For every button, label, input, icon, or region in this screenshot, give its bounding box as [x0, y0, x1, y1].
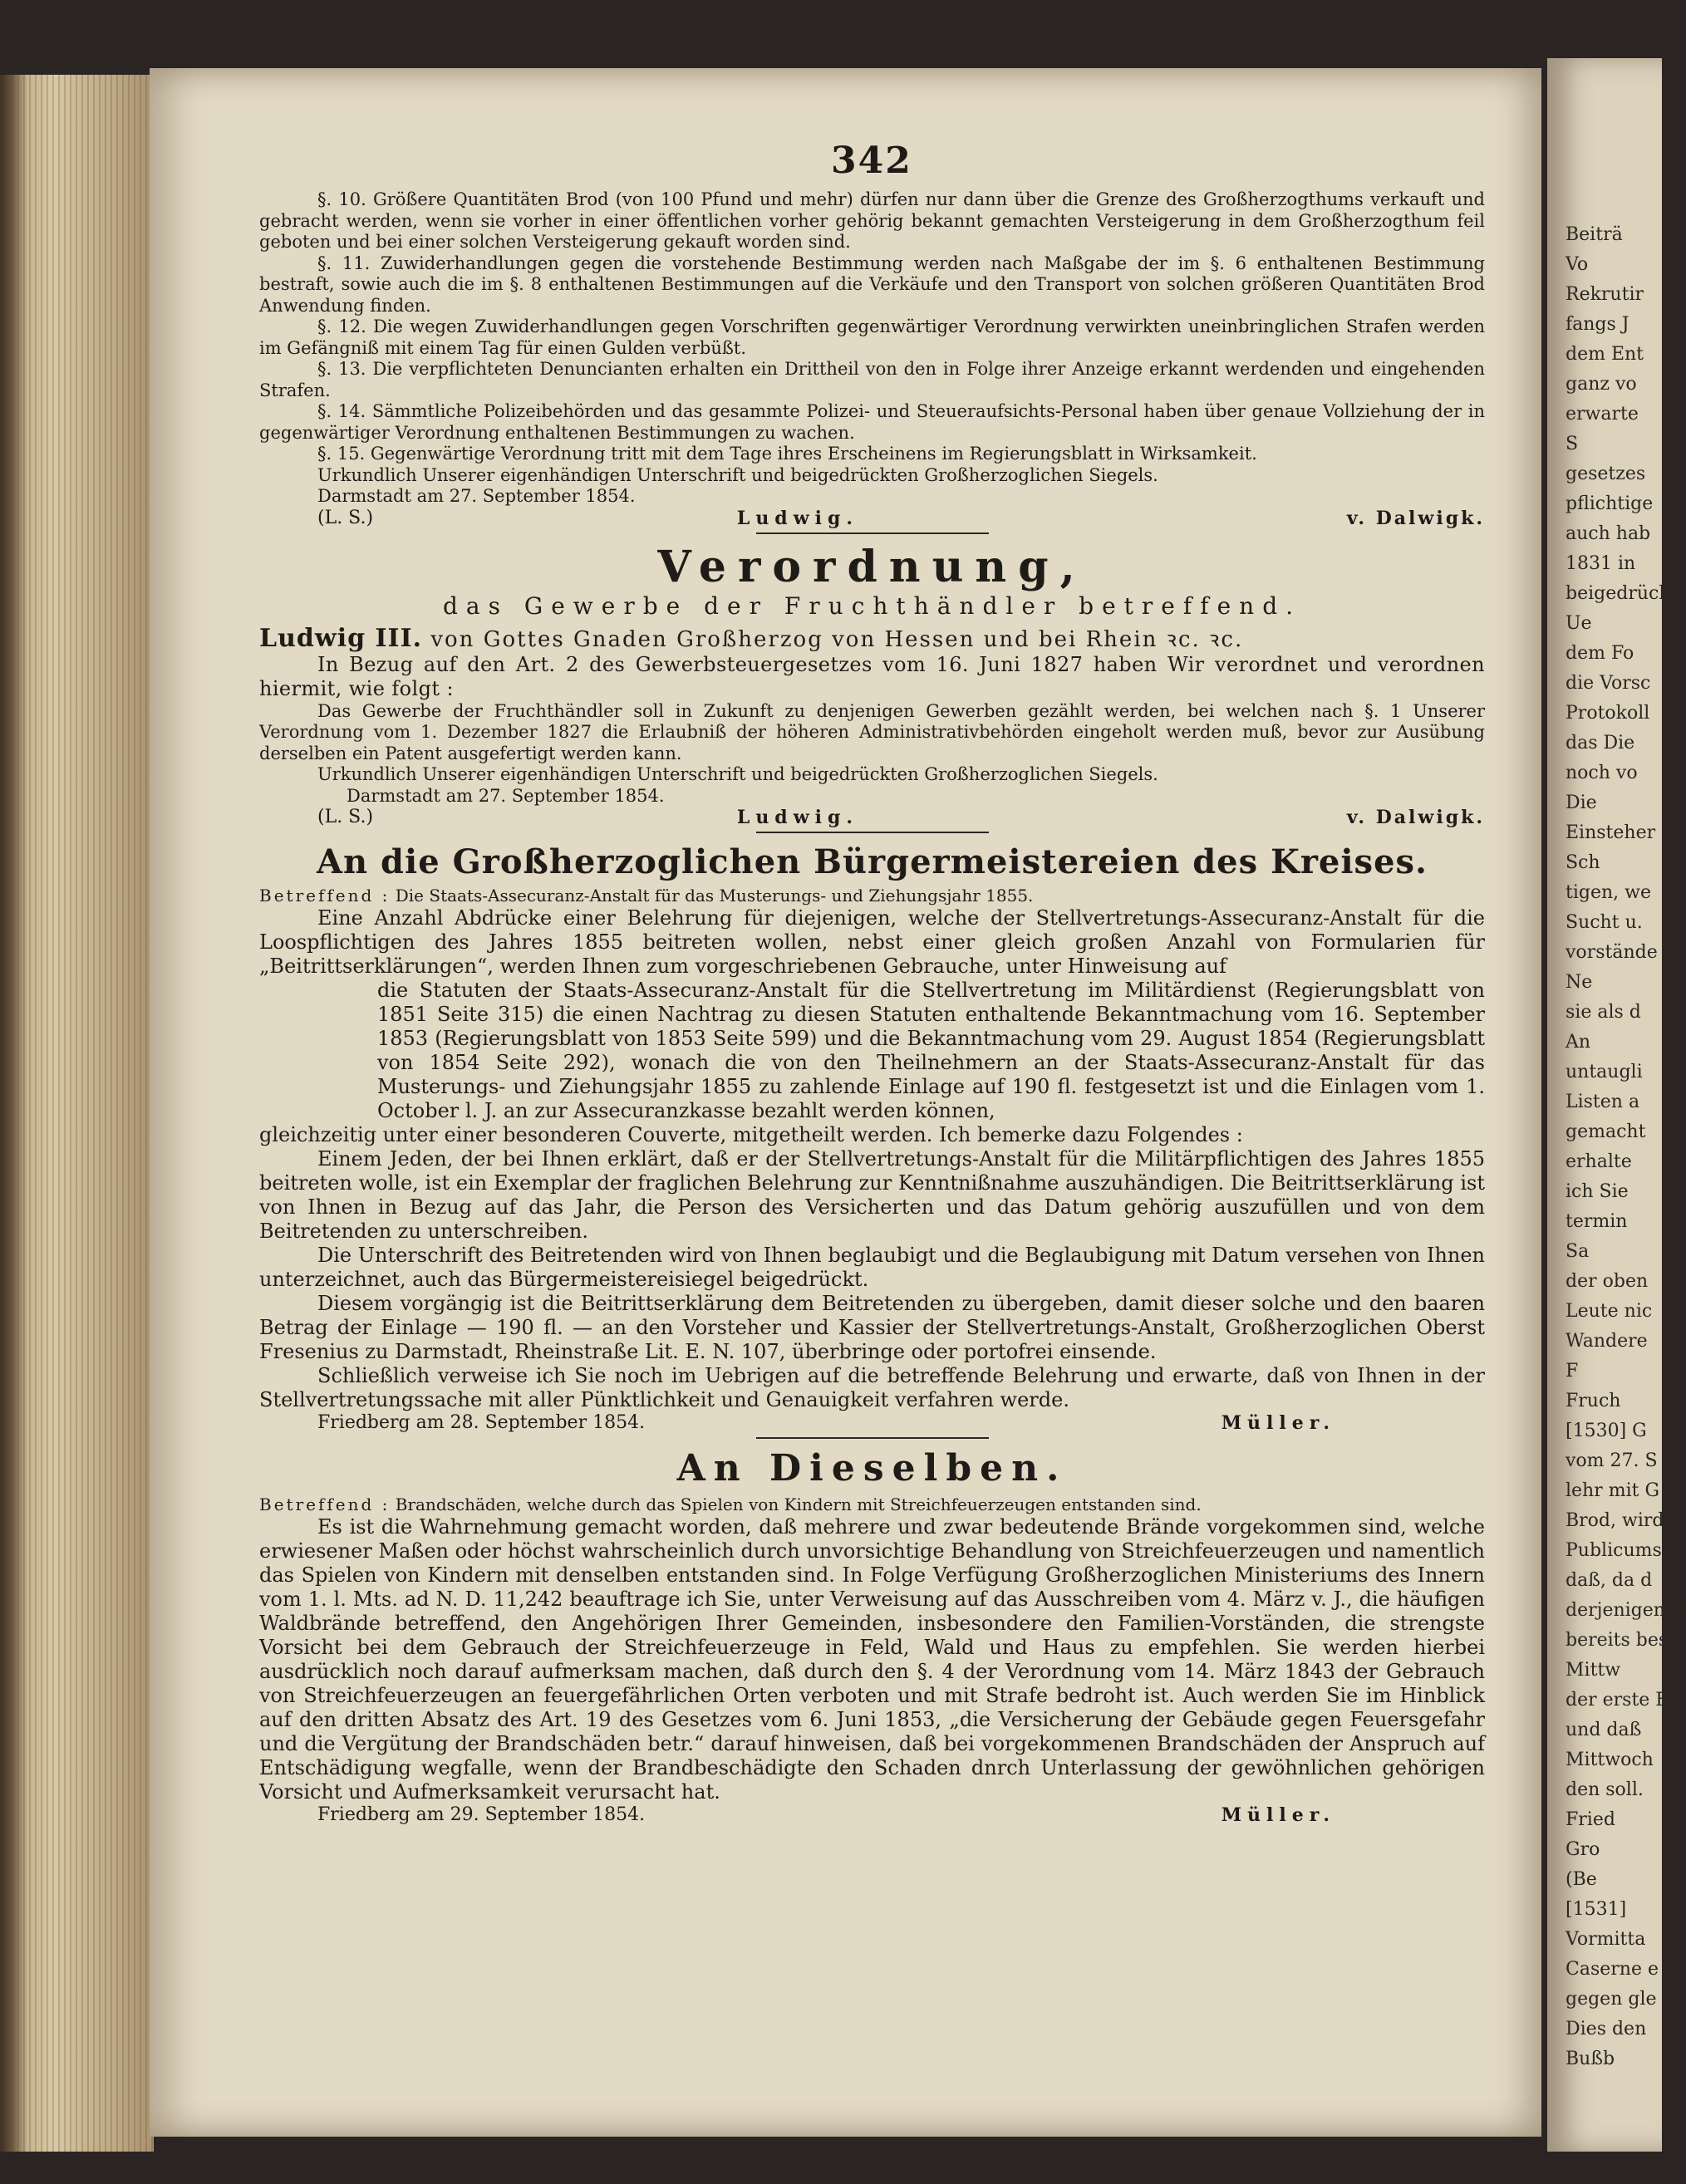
paragraph-3: Die Unterschrift des Beitretenden wird von Ihnen beglaubigt und die Beglaubigung mit Datum versehen von Ihnen unterzeichnet, auch das Bürgermeistereisiegel beigedrückt.: [259, 1244, 1485, 1291]
signature-row-2: [259, 807, 1485, 828]
signature-row-1: [259, 508, 1485, 529]
facing-page-text: dem Fo: [1566, 643, 1634, 664]
date-line-2: Darmstadt am 27. September 1854.: [347, 785, 665, 806]
section-title-buergermeistereien: An die Großherzoglichen Bürgermeistereien des Kreises.: [317, 842, 1428, 881]
facing-page-text: Protokoll: [1566, 703, 1650, 724]
divider-rule: [756, 832, 989, 833]
facing-page-text: pflichtige: [1566, 493, 1654, 514]
facing-page-text: Vo: [1566, 254, 1589, 275]
facing-page-text: Wandere: [1566, 1331, 1648, 1352]
facing-page-text: Rekrutir: [1566, 284, 1644, 305]
signature-row-4: [259, 1804, 1485, 1826]
facing-page-text: lehr mit G: [1566, 1480, 1660, 1501]
subject-label: Betreffend :: [259, 886, 391, 906]
facing-page-text: daß, da d: [1566, 1570, 1653, 1591]
paragraph-2: Einem Jeden, der bei Ihnen erklärt, daß er der Stellvertretungs-Anstalt für die Militärpflichtigen des Jahres 1855 beitreten wolle, ist ein Exemplar der fraglichen Belehrung zur Kenntnißnahme auszuhändigen. Die Beitrittserklärung ist von Ihnen in Bezug auf das Jahr, die Person des Versicherten und das Datum gehörig auszufüllen und von dem Beitretenden zu unterschreiben.: [259, 1147, 1485, 1243]
facing-page-text: Caserne e: [1566, 1959, 1659, 1980]
facing-page-text: [1530] G: [1566, 1421, 1647, 1441]
sovereign-line: [259, 623, 1485, 653]
ordinance-section-paragraph: §. 10. Größere Quantitäten Brod (von 100 Pfund und mehr) dürfen nur dann über die Grenze des Großherzogthums verkauft und gebracht werden, wenn sie vorher in einer öffentlichen vorher gehörig bekannt gemachten Versteigerung in dem Großherzogthum feil geboten und bei einer solchen Versteigerung gekauft worden sind.: [259, 189, 1485, 252]
ordinance-body: Das Gewerbe der Fruchthändler soll in Zukunft zu denjenigen Gewerben gezählt werden, bei welchen nach §. 1 Unserer Verordnung vom 1. Dezember 1827 die Erlaubniß der höheren Administrativbehörden eingeholt werden muß, bevor zur Ausübung derselben ein Patent ausgefertigt werden kann.: [259, 700, 1485, 763]
facing-page-text: Bußb: [1566, 2049, 1615, 2069]
facing-page-text: Gro: [1566, 1839, 1600, 1860]
section-title-verordnung: Verordnung,: [657, 541, 1087, 592]
facing-page-text: Fried: [1566, 1809, 1615, 1830]
facing-page-text: Ne: [1566, 972, 1593, 993]
signer-ludwig: Ludwig.: [736, 807, 859, 828]
facing-page-text: ganz vo: [1566, 374, 1637, 395]
sovereign-title: von Gottes Gnaden Großherzog von Hessen und bei Rhein ꝛc. ꝛc.: [430, 626, 1244, 652]
facing-page-text: vom 27. S: [1566, 1450, 1658, 1471]
facing-page-text: auch hab: [1566, 523, 1651, 544]
facing-page-text: [1531]: [1566, 1899, 1627, 1920]
facing-page-text: Einsteher: [1566, 822, 1656, 843]
facing-page-text: F: [1566, 1361, 1579, 1382]
page-content: [259, 189, 1485, 1826]
facing-page-text: Dies den: [1566, 2019, 1647, 2039]
subject-line-brandschaeden: [259, 1494, 1485, 1515]
facing-page-text: Leute nic: [1566, 1301, 1653, 1322]
signer-ludwig: Ludwig.: [736, 507, 859, 529]
facing-page-text: der erste F: [1566, 1690, 1669, 1710]
facing-page-text: Die: [1566, 793, 1597, 813]
ordinance-section-paragraph: §. 12. Die wegen Zuwiderhandlungen gegen Vorschriften gegenwärtiger Verordnung verwirkten uneinbringlichen Strafen werden im Gefängniß mit einem Tag für einen Gulden verbüßt.: [259, 317, 1485, 358]
book-page-edges: [0, 75, 154, 2152]
paragraph-1-citation-block: die Statuten der Staats-Assecuranz-Anstalt für die Stellvertretung im Militärdienst (Regierungsblatt von 1851 Seite 315) die einen Nachtrag zu diesen Statuten enthaltende Bekanntmachung vom 16. September 1853 (Regierungsblatt von 1853 Seite 599) und die Bekanntmachung vom 29. August 1854 (Regierungsblatt von 1854 Seite 292), wonach die von den Theilnehmern an der Staats-Assecuranz-Anstalt für das Musterungs- und Ziehungsjahr 1855 zu zahlende Einlage auf 190 fl. festgesetzt ist und die Einlagen vom 1. October l. J. an zur Assecuranzkasse bezahlt werden können,: [377, 979, 1485, 1122]
paragraph-1: Eine Anzahl Abdrücke einer Belehrung für diejenigen, welche der Stellvertretungs-Assecuranz-Anstalt für die Loospflichtigen des Jahres 1855 beitreten wollen, nebst einer gleich großen Anzahl von Formularien für „Beitrittserklärungen“, werden Ihnen zum vorgeschriebenen Gebrauche, unter Hinweisung auf: [259, 906, 1485, 978]
facing-page-text: gemacht: [1566, 1121, 1646, 1142]
subject-label: Betreffend :: [259, 1494, 391, 1514]
sovereign-name: Ludwig III.: [259, 623, 423, 653]
facing-page-text: erhalte: [1566, 1151, 1632, 1172]
countersign-dalwigk: v. Dalwigk.: [1346, 807, 1485, 828]
facing-page-text: Listen a: [1566, 1092, 1640, 1112]
facing-page-text: termin: [1566, 1211, 1628, 1232]
ordinance-section-paragraph: §. 13. Die verpflichteten Denuncianten erhalten ein Drittheil von den in Folge ihrer Anzeige erkannt werdenden und eingehenden Strafen.: [259, 359, 1485, 400]
ordinance-intro: In Bezug auf den Art. 2 des Gewerbsteuergesetzes vom 16. Juni 1827 haben Wir verordnet und verordnen hiermit, wie folgt :: [259, 652, 1485, 700]
ordinance-section-paragraph: §. 14. Sämmtliche Polizeibehörden und das gesammte Polizei- und Steueraufsichts-Personal haben über genaue Vollziehung der in gegenwärtiger Verordnung enthaltenen Bestimmungen zu wachen.: [259, 401, 1485, 443]
section-subtitle-fruchthaendler: das Gewerbe der Fruchthändler betreffend.: [442, 591, 1302, 620]
section-title-an-dieselben: An Dieselben.: [676, 1447, 1068, 1490]
place-date: Friedberg am 28. September 1854.: [317, 1412, 646, 1433]
facing-page-text: Mittw: [1566, 1660, 1621, 1681]
facing-page-text: den soll.: [1566, 1779, 1644, 1800]
facing-page-text: Mittwoch: [1566, 1750, 1654, 1770]
divider-rule: [756, 1437, 989, 1439]
divider-rule: [756, 533, 989, 534]
paragraph-4: Diesem vorgängig ist die Beitrittserklärung dem Beitretenden zu übergeben, damit dieser solche und den baaren Betrag der Einlage — 190 fl. — an den Vorsteher und Kassier der Stellvertretungs-Anstalt, Großherzoglichen Oberst Fresenius zu Darmstadt, Rheinstraße Lit. E. N. 107, überbringe oder portofrei einsende.: [259, 1292, 1485, 1363]
ordinance-section-paragraph: §. 11. Zuwiderhandlungen gegen die vorstehende Bestimmung werden nach Maßgabe der im §. 6 enthaltenen Bestimmung bestraft, sowie auch die im §. 8 enthaltenen Bestimmungen auf die Verkäufe und den Transport von solchen größeren Quantitäten Brod Anwendung finden.: [259, 253, 1485, 316]
facing-page-text: Brod, wird: [1566, 1510, 1664, 1531]
countersign-dalwigk: v. Dalwigk.: [1346, 507, 1485, 529]
facing-page-text: sie als d: [1566, 1002, 1641, 1023]
urkund-line-2: Urkundlich Unserer eigenhändigen Unterschrift und beigedrückten Großherzoglichen Siegels.: [317, 764, 1158, 784]
ordinance-paragraphs-top: [259, 189, 1485, 465]
facing-page-text: S: [1566, 434, 1579, 454]
facing-page-text: bereits bes: [1566, 1630, 1669, 1651]
seal-mark: (L. S.): [317, 507, 374, 528]
facing-page-text: derjenigen D: [1566, 1600, 1686, 1621]
facing-page-text: gesetzes: [1566, 464, 1646, 484]
subject-text: Brandschäden, welche durch das Spielen von Kindern mit Streichfeuerzeugen entstanden sind.: [395, 1494, 1202, 1514]
facing-page-text: fangs J: [1566, 314, 1629, 335]
facing-page-text: der oben: [1566, 1271, 1649, 1292]
facing-page-fragment: [1547, 58, 1686, 2152]
seal-mark: (L. S.): [317, 807, 374, 827]
facing-page-text: dem Ent: [1566, 344, 1644, 365]
page-number: 342: [831, 140, 912, 182]
facing-page-text: Vormitta: [1566, 1929, 1646, 1950]
facing-page-text: erwarte: [1566, 404, 1639, 425]
facing-page-text: vorstände: [1566, 942, 1658, 963]
facing-page-text: und daß: [1566, 1720, 1642, 1740]
facing-page-text: Sa: [1566, 1241, 1590, 1262]
facing-page-text: An: [1566, 1032, 1591, 1053]
subject-text: Die Staats-Assecuranz-Anstalt für das Musterungs- und Ziehungsjahr 1855.: [395, 886, 1034, 906]
facing-page-text: die Vorsc: [1566, 673, 1651, 694]
facing-page-text: noch vo: [1566, 763, 1638, 783]
facing-page-text: 1831 in: [1566, 553, 1636, 574]
facing-page-text: beigedrück: [1566, 583, 1670, 604]
facing-page-text: Sucht u.: [1566, 912, 1643, 933]
facing-page-text: Sch: [1566, 852, 1600, 873]
facing-page-text: Beiträ: [1566, 224, 1623, 245]
paragraph-5: Schließlich verweise ich Sie noch im Uebrigen auf die betreffende Belehrung und erwarte, daß von Ihnen in der Stellvertretungssache mit aller Pünktlichkeit und Genauigkeit verfahren werde.: [259, 1364, 1485, 1411]
facing-page-text: (Be: [1566, 1869, 1597, 1890]
place-date: Friedberg am 29. September 1854.: [317, 1804, 646, 1825]
paragraph-1-end: gleichzeitig unter einer besonderen Couverte, mitgetheilt werden. Ich bemerke dazu Folgendes :: [259, 1123, 1243, 1146]
signer-mueller: Müller.: [1221, 1412, 1335, 1434]
facing-page-text: das Die: [1566, 733, 1635, 753]
signer-mueller: Müller.: [1221, 1804, 1335, 1826]
facing-page-text: untaugli: [1566, 1062, 1643, 1082]
facing-page-text: ich Sie: [1566, 1181, 1629, 1202]
signature-row-3: [259, 1412, 1485, 1434]
facing-page-text: tigen, we: [1566, 882, 1651, 903]
facing-page-text: Publicums: [1566, 1540, 1662, 1561]
paragraph-brand: Es ist die Wahrnehmung gemacht worden, daß mehrere und zwar bedeutende Brände vorgekommen sind, welche erwiesener Maßen oder höchst wahrscheinlich durch unvorsichtige Behandlung von Streichfeuerzeugen und namentlich das Spielen von Kindern mit denselben entstanden sind. In Folge Verfügung Großherzoglichen Ministeriums des Innern vom 1. l. Mts. ad N. D. 11,242 beauftrage ich Sie, unter Verweisung auf das Ausschreiben vom 4. März v. J., die häufigen Waldbrände betreffend, den Angehörigen Ihrer Gemeinden, insbesondere den Familien-Vorständen, die strengste Vorsicht bei dem Gebrauch der Streichfeuerzeuge in Feld, Wald und Haus zu empfehlen. Sie werden hierbei ausdrücklich noch darauf aufmerksam machen, daß durch den §. 4 der Verordnung vom 14. März 1843 der Gebrauch von Streichfeuerzeugen an feuergefährlichen Orten verboten und mit Strafe bedroht ist. Auch werden Sie im Hinblick auf den dritten Absatz des Art. 19 des Gesetzes vom 6. Juni 1853, „die Versicherung der Gebäude gegen Feuersgefahr und die Vergütung der Brandschäden betr.“ darauf hinweisen, daß bei vorgekommenen Brandschäden der Anspruch auf Entschädigung wegfalle, wenn der Brandbeschädigte den Schaden dnrch Unterlassung der gewöhnlichen gehörigen Vorsicht und Aufmerksamkeit verursacht hat.: [259, 1515, 1485, 1804]
urkund-line-1: Urkundlich Unserer eigenhändigen Unterschrift und beigedrückten Großherzoglichen Siegels.: [317, 464, 1158, 485]
facing-page-text: Fruch: [1566, 1391, 1621, 1411]
ordinance-section-paragraph: §. 15. Gegenwärtige Verordnung tritt mit dem Tage ihres Erscheinens im Regierungsblatt in Wirksamkeit.: [317, 444, 1257, 464]
subject-line-assecuranz: [259, 885, 1485, 906]
facing-page-text: gegen gle: [1566, 1989, 1657, 2010]
facing-page-text: Ue: [1566, 613, 1592, 634]
date-line-1: Darmstadt am 27. September 1854.: [317, 486, 636, 506]
